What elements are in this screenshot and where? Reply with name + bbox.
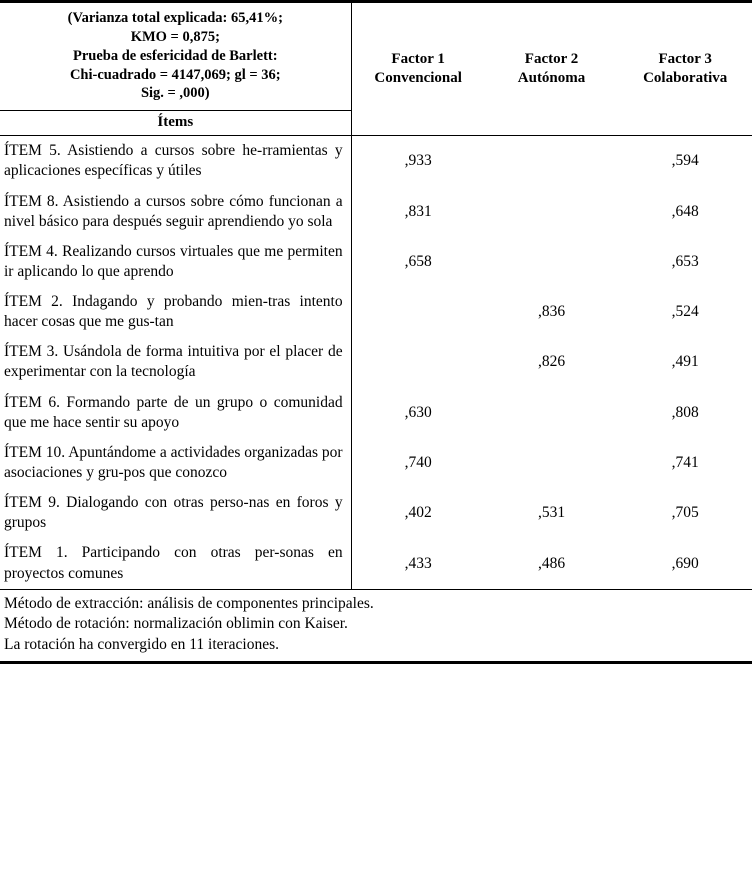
factor-label: Convencional — [374, 69, 462, 86]
column-header-factor-1 — [351, 3, 485, 136]
loading-value-factor-1: ,402 — [404, 504, 432, 522]
table-row — [0, 438, 752, 488]
loading-value-factor-3: ,808 — [671, 403, 699, 421]
column-header-factor-3 — [618, 3, 752, 136]
loading-value-factor-2 — [485, 237, 619, 287]
table-row — [0, 538, 752, 588]
factor-number: Factor 2 — [524, 50, 579, 67]
column-header-items: Ítems — [0, 111, 351, 136]
item-text: ÍTEM 4. Realizando cursos virtuales que me permiten ir aplicando lo que aprendo — [0, 237, 351, 287]
loading-value-factor-2: ,826 — [537, 353, 566, 371]
item-text: ÍTEM 5. Asistiendo a cursos sobre he-rramientas y aplicaciones específicas y útiles — [0, 136, 351, 187]
statistics-line: Chi-cuadrado = 4147,069; gl = 36; — [69, 66, 281, 83]
factor-label: Colaborativa — [643, 69, 728, 86]
loading-value-factor-2: ,836 — [537, 303, 566, 321]
header-row-statistics — [0, 3, 752, 111]
table-row — [0, 287, 752, 337]
loading-value-factor-2 — [485, 187, 619, 237]
loading-value-factor-2 — [485, 388, 619, 438]
loading-value-factor-3: ,524 — [671, 303, 699, 321]
item-text: ÍTEM 9. Dialogando con otras perso-nas en foros y grupos — [0, 488, 351, 538]
statistics-line: Prueba de esfericidad de Barlett: — [73, 47, 278, 64]
loading-value-factor-1: ,658 — [404, 252, 432, 270]
table-row — [0, 187, 752, 237]
item-text: ÍTEM 1. Participando con otras per-sonas en proyectos comunes — [0, 538, 351, 588]
item-text: ÍTEM 8. Asistiendo a cursos sobre cómo funcionan a nivel básico para después seguir aprendiendo yo sola — [0, 187, 351, 237]
table-notes — [0, 589, 752, 661]
factor-number: Factor 1 — [391, 50, 445, 67]
loading-value-factor-2 — [485, 438, 619, 488]
note-rotation-method: Método de rotación: normalización oblimin con Kaiser. — [4, 615, 348, 633]
note-convergence: La rotación ha convergido en 11 iteraciones. — [4, 635, 280, 653]
loading-value-factor-1 — [351, 337, 485, 387]
item-text: ÍTEM 2. Indagando y probando mien-tras intento hacer cosas que me gus-tan — [0, 287, 351, 337]
table-header — [0, 3, 752, 136]
loadings-table — [0, 3, 752, 589]
table-row — [0, 237, 752, 287]
table-body — [0, 136, 752, 589]
loading-value-factor-1: ,433 — [404, 554, 432, 572]
factor-number: Factor 3 — [658, 50, 712, 67]
loading-value-factor-2 — [485, 136, 619, 187]
column-header-factor-2 — [485, 3, 619, 136]
statistics-line: (Varianza total explicada: 65,41%; — [67, 10, 283, 26]
table-row — [0, 388, 752, 438]
loading-value-factor-1: ,933 — [404, 152, 432, 170]
loading-value-factor-3: ,648 — [671, 202, 699, 220]
factor-label: Autónoma — [517, 69, 586, 86]
loading-value-factor-1: ,831 — [404, 202, 432, 220]
loading-value-factor-3: ,741 — [671, 454, 699, 472]
table-row — [0, 136, 752, 187]
loading-value-factor-2: ,531 — [537, 504, 566, 522]
note-extraction-method: Método de extracción: análisis de componentes principales. — [4, 594, 374, 612]
loading-value-factor-2: ,486 — [537, 554, 566, 572]
loading-value-factor-3: ,653 — [671, 252, 699, 270]
table-row — [0, 337, 752, 387]
item-text: ÍTEM 10. Apuntándome a actividades organizadas por asociaciones y gru-pos que conozco — [0, 438, 351, 488]
table-row — [0, 488, 752, 538]
loading-value-factor-3: ,690 — [671, 554, 699, 572]
item-text: ÍTEM 6. Formando parte de un grupo o comunidad que me hace sentir su apoyo — [0, 388, 351, 438]
statistics-line: Sig. = ,000) — [140, 85, 210, 102]
statistics-line: KMO = 0,875; — [130, 28, 220, 45]
loading-value-factor-3: ,705 — [671, 504, 699, 522]
loading-value-factor-3: ,594 — [671, 152, 699, 170]
statistics-block — [0, 3, 351, 111]
loading-value-factor-1: ,740 — [404, 454, 432, 472]
loading-value-factor-1: ,630 — [404, 403, 432, 421]
item-text: ÍTEM 3. Usándola de forma intuitiva por el placer de experimentar con la tecnología — [0, 337, 351, 387]
loading-value-factor-3: ,491 — [671, 353, 699, 371]
loading-value-factor-1 — [351, 287, 485, 337]
